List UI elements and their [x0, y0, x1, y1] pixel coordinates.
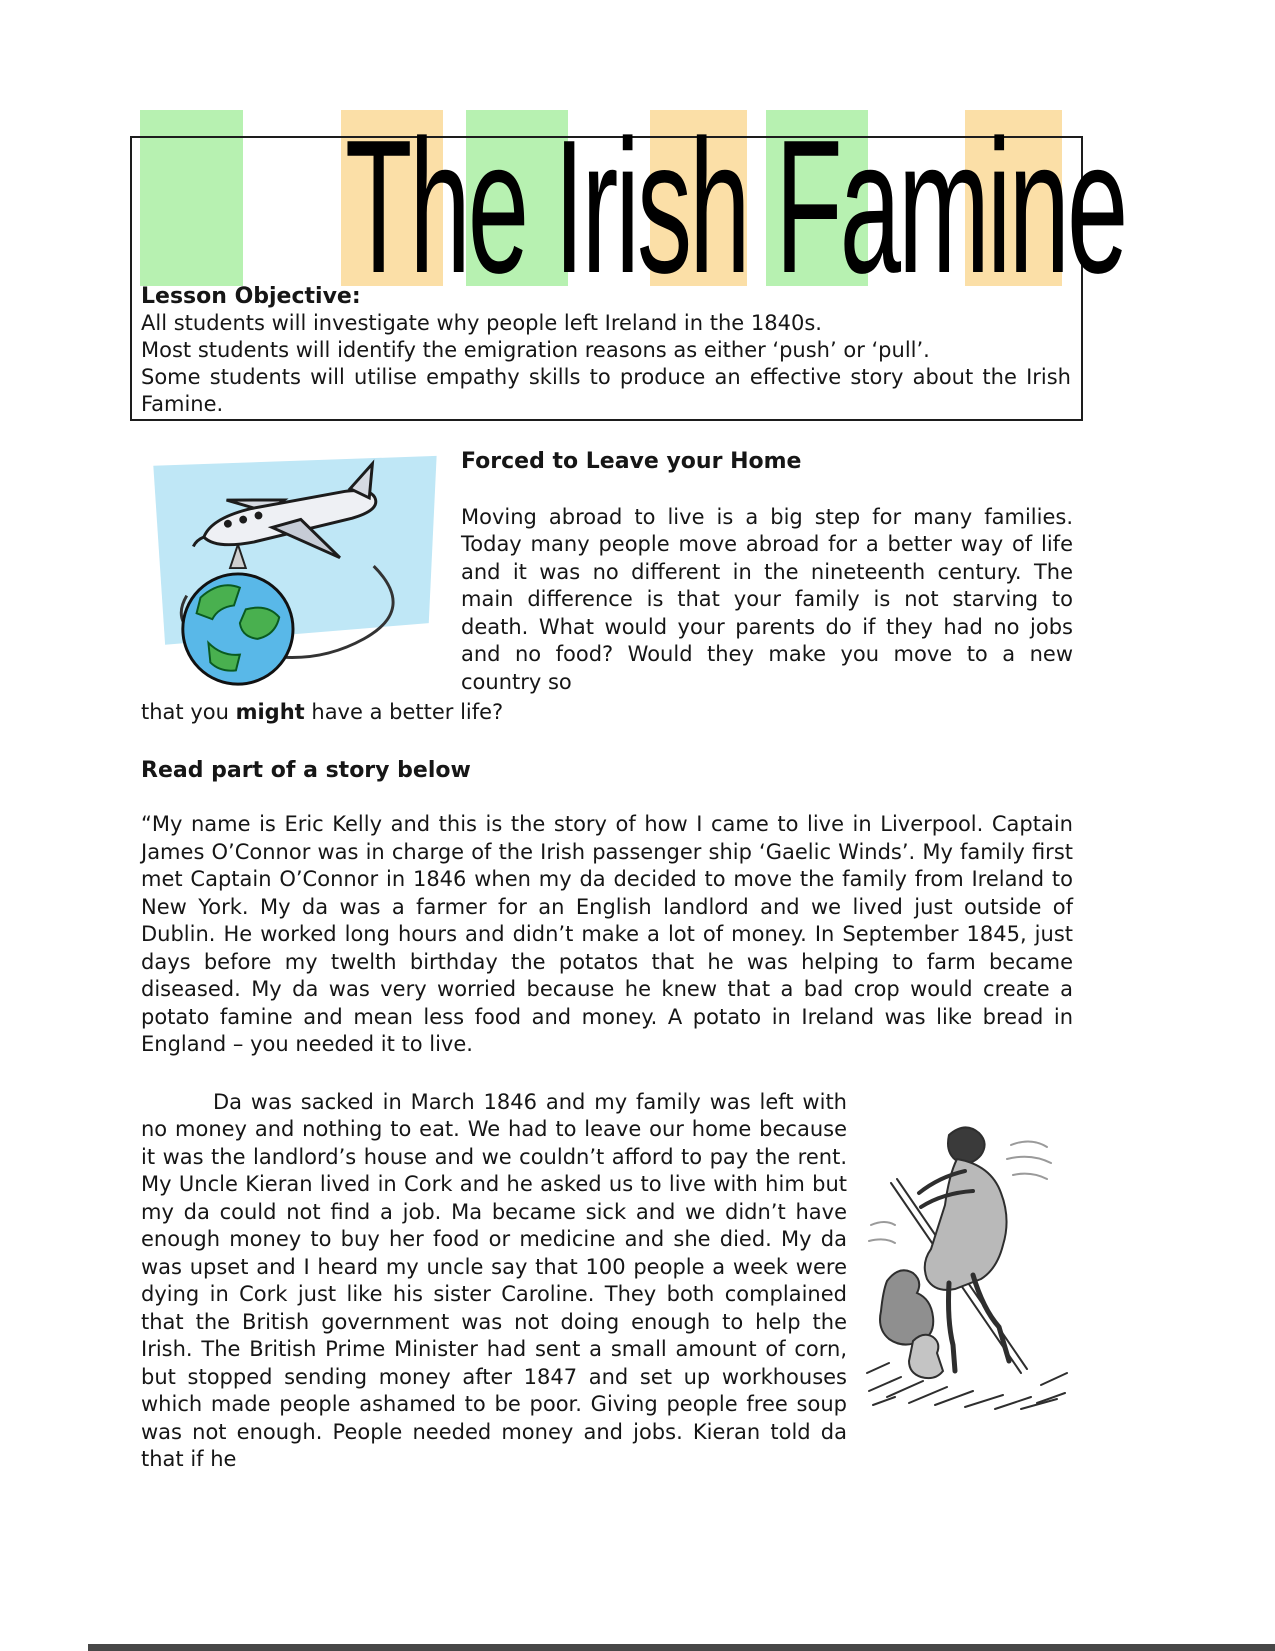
famine-etching-image — [861, 1105, 1073, 1415]
intro-continuation — [141, 699, 1073, 727]
page-title: The Irish Famine — [345, 101, 1126, 313]
lesson-objective-line: All students will investigate why people left Ireland in the 1840s. — [141, 311, 822, 335]
story-paragraph-2-container — [141, 1089, 1073, 1474]
lesson-objective-heading: Lesson Objective: — [141, 284, 361, 309]
forced-to-leave-section — [141, 448, 1073, 727]
lesson-objective — [141, 283, 1071, 418]
page-break-line — [88, 1644, 1275, 1651]
digging-man — [948, 1127, 985, 1163]
intro-bold-word: might — [235, 700, 305, 724]
intro-continuation-text: that you — [141, 700, 236, 724]
airplane-globe-image — [141, 450, 445, 692]
lesson-objective-line: Some students will utilise empathy skills to produce an effective story about the Irish Famine. — [141, 365, 1071, 416]
intro-continuation-text: have a better life? — [304, 700, 504, 724]
story-heading: Read part of a story below — [141, 757, 471, 783]
child-figure — [909, 1334, 943, 1377]
story-paragraph-1: “My name is Eric Kelly and this is the story of how I came to live in Liverpool. Captain James O’Connor was in charge of the Irish passenger ship ‘Gaelic Winds’. My family first met Captain O’Connor in 1846 when my da decided to move the family from Ireland to New York. My da was a farmer for an English landlord and we lived just outside of Dublin. He worked long hours and didn’t make a lot of money. In September 1845, just days before my twelth birthday the potatos that he was helping to farm became diseased. My da was very worried because he knew that a bad crop would create a potato famine and mean less food and money. A potato in Ireland was like bread in England – you needed it to live. — [141, 812, 1073, 1056]
main-content — [141, 448, 1073, 1474]
intro-paragraph-text: Moving abroad to live is a big step for many families. Today many people move abroad for a better way of life and it was no different in the nineteenth century. The main difference is that your family is not starving to death. What would your parents do if they had no jobs and no food? Would they make you move to a new country so — [461, 504, 1073, 694]
story-paragraph-2: Da was sacked in March 1846 and my family was left with no money and nothing to eat. We had to leave our home because it was the landlord’s house and we couldn’t afford to pay the rent. My Uncle Kieran lived in Cork and he asked us to live with him but my da could not find a job. Ma became sick and we didn’t have enough money to buy her food or medicine and she died. My da was upset and I heard my uncle say that 100 people a week were dying in Cork just like his sister Caroline. They both complained that the British government was not doing enough to help the Irish. The British Prime Minister had sent a small amount of corn, but stopped sending money after 1847 and set up workhouses which made people ashamed to be poor. Giving people free soup was not enough. People needed money and jobs. Kieran told da that if he — [141, 1089, 847, 1471]
section-heading-forced-to-leave: Forced to Leave your Home — [461, 449, 802, 474]
lesson-objective-line: Most students will identify the emigration reasons as either ‘push’ or ‘pull’. — [141, 338, 930, 362]
